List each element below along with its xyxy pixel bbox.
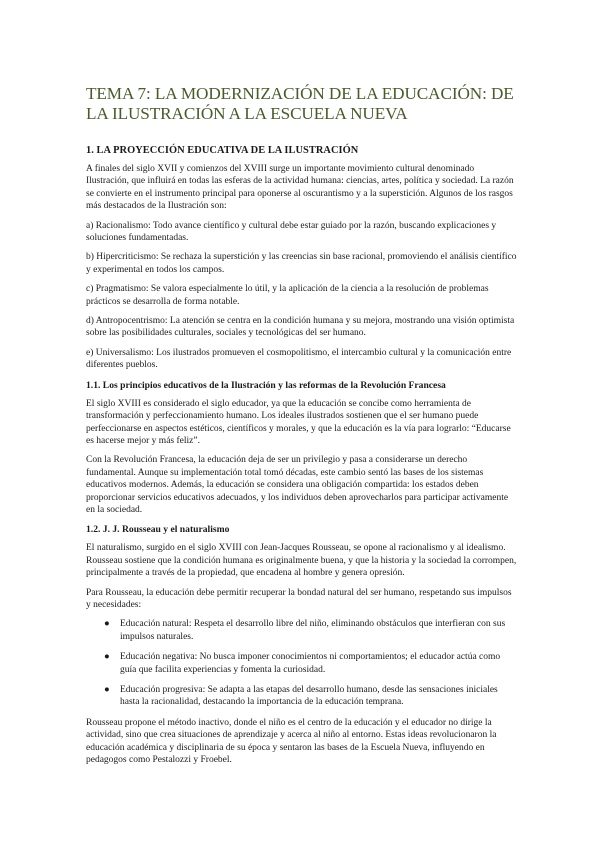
subsection-heading: 1.2. J. J. Rousseau y el naturalismo: [86, 524, 230, 536]
bullet-item: [86, 618, 518, 643]
intro-paragraph: A finales del siglo XVII y comienzos del XVIII surge un importante movimiento cultural denominado Ilustración, que influirá en todas las esferas de la actividad humana: ciencias, artes, política y sociedad. La razón se convierte en el instrumento principal para oponerse al oscurantismo y a la superstición. Algunos de los rasgos más destacados de la Ilustración son:: [86, 164, 514, 212]
list-item: d) Antropocentrismo: La atención se centra en la condición humana y su mejora, mostrando una visión optimista sobre las posibilidades culturales, sociales y tecnológicas del ser humano.: [86, 316, 515, 339]
bullet-icon: ●: [104, 652, 110, 663]
bullet-text: Educación progresiva: Se adapta a las etapas del desarrollo humano, desde las sensaciones iniciales hasta la racionalidad, destacando la importancia de la educación temprana.: [120, 685, 498, 708]
paragraph: El siglo XVIII es considerado el siglo educador, ya que la educación se concibe como herramienta de transformación y perfeccionamiento humano. Los ideales ilustrados sostienen que el ser humano puede perfeccionarse en aspectos estéticos, científicos y morales, y que la educación es la vía para lograrlo: “Educarse es hacerse mejor y más feliz”.: [86, 398, 511, 446]
bullet-item: [86, 651, 518, 676]
list-item: e) Universalismo: Los ilustrados promueven el cosmopolitismo, el intercambio cultural y la comunicación entre diferentes pueblos.: [86, 347, 512, 371]
bullet-list: [86, 618, 518, 708]
subsection-heading: 1.1. Los principios educativos de la Ilustración y las reformas de la Revolución Francesa: [86, 379, 446, 391]
paragraph: Para Rousseau, la educación debe permitir recuperar la bondad natural del ser humano, respetando sus impulsos y necesidades:: [86, 587, 512, 610]
page-title: TEMA 7: LA MODERNIZACIÓN DE LA EDUCACIÓN: DE LA ILUSTRACIÓN A LA ESCUELA NUEVA: [86, 84, 514, 123]
list-item: b) Hipercriticismo: Se rechaza la superstición y las creencias sin base racional, promoviendo el análisis científico y experimental en todos los campos.: [86, 252, 517, 275]
bullet-icon: ●: [104, 685, 110, 695]
paragraph: Rousseau propone el método inactivo, donde el niño es el centro de la educación y el educador no dirige la actividad, sino que crea situaciones de aprendizaje y acerca al niño al entorno. Estas ideas revolucionaron la educación académica y disciplinaria de su época y sentaron las bases de la Escuela Nueva, influyendo en pedagogos como Pestalozzi y Froebel.: [86, 717, 497, 766]
section-heading: 1. LA PROYECCIÓN EDUCATIVA DE LA ILUSTRACIÓN: [86, 145, 359, 156]
list-item: c) Pragmatismo: Se valora especialmente lo útil, y la aplicación de la ciencia a la resolución de problemas prácticos se desarrolla de forma notable.: [86, 284, 489, 307]
bullet-item: [86, 684, 518, 709]
paragraph: El naturalismo, surgido en el siglo XVIII con Jean-Jacques Rousseau, se opone al racionalismo y al idealismo. Rousseau sostiene que la condición humana es originalmente buena, y que la historia y la sociedad la corrompen, principalmente a través de la propiedad, que encadena al hombre y genera opresión.: [86, 543, 517, 579]
bullet-icon: ●: [104, 619, 110, 630]
document-body: [86, 84, 518, 766]
bullet-text: Educación negativa: No busca imponer conocimientos ni comportamientos; el educador actúa como guía que facilita experiencias y fomenta la curiosidad.: [120, 652, 501, 675]
list-item: a) Racionalismo: Todo avance científico y cultural debe estar guiado por la razón, buscando explicaciones y soluciones fundamentadas.: [86, 220, 497, 244]
bullet-text: Educación natural: Respeta el desarrollo libre del niño, eliminando obstáculos que interfieran con sus impulsos naturales.: [120, 619, 506, 642]
paragraph: Con la Revolución Francesa, la educación deja de ser un privilegio y pasa a considerarse un derecho fundamental. Aunque su implementación total tomó décadas, este cambio sentó las bases de los sistemas educativos modernos. Además, la educación se considera una obligación compartida: los estados deben proporcionar servicios educativos adecuados, y los individuos deben aprovecharlos para participar activamente en la sociedad.: [86, 455, 509, 515]
